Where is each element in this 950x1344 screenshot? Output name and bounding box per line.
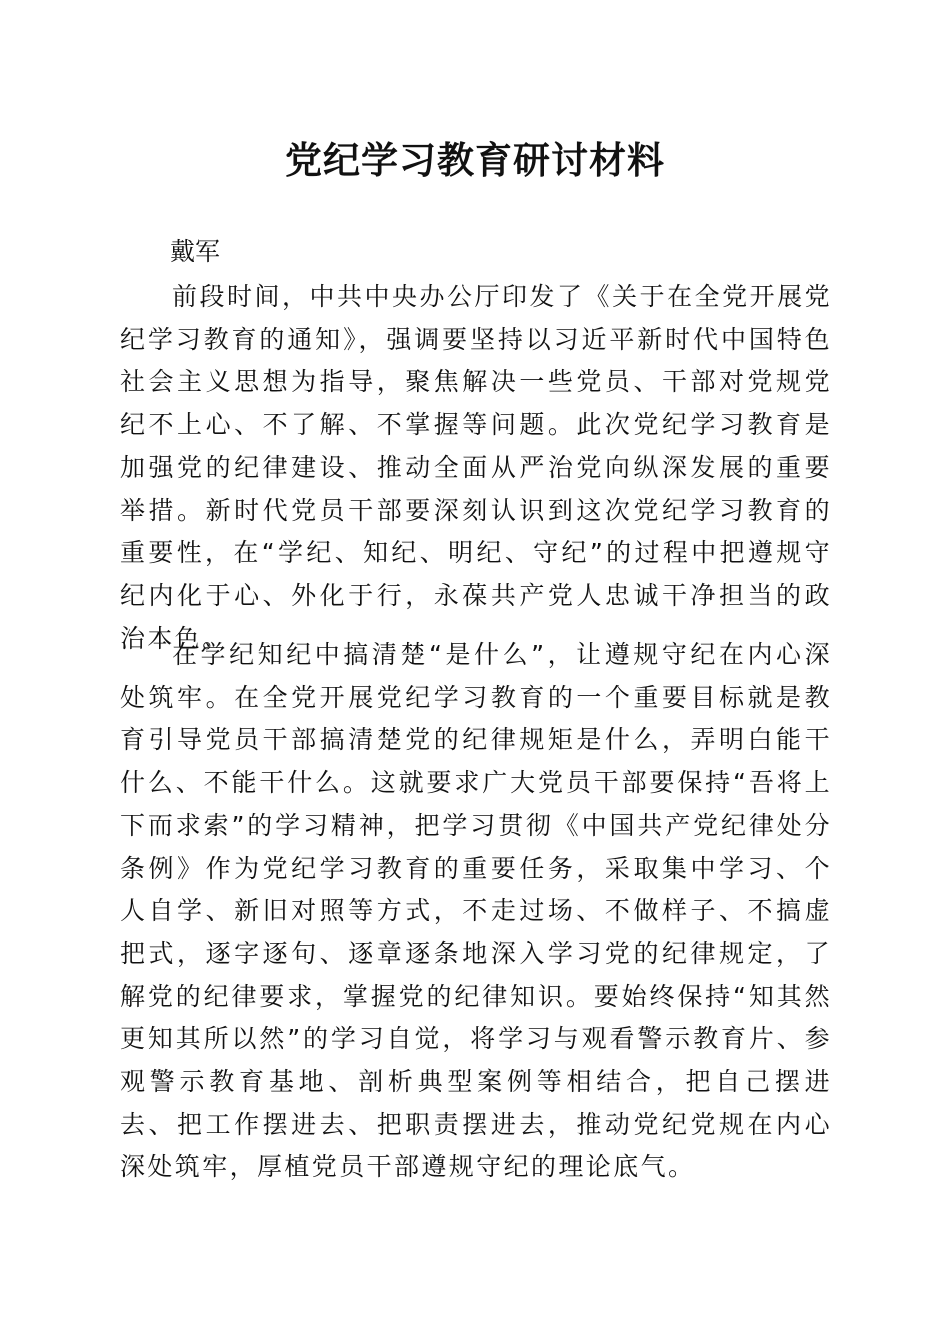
author-name: 戴军 xyxy=(170,237,221,266)
body-paragraph-1: 前段时间，中共中央办公厅印发了《关于在全党开展党纪学习教育的通知》，强调要坚持以习近平新时代中国特色社会主义思想为指导，聚焦解决一些党员、干部对党规党纪不上心、不了解、不掌握等问题。此次党纪学习教育是加强党的纪律建设、推动全面从严治党向纵深发展的重要举措。新时代党员干部要深刻认识到这次党纪学习教育的重要性，在“学纪、知纪、明纪、守纪”的过程中把遵规守纪内化于心、外化于行，永葆共产党人忠诚干净担当的政治本色。 xyxy=(120,282,832,653)
body-paragraph-2: 在学纪知纪中搞清楚“是什么”，让遵规守纪在内心深处筑牢。在全党开展党纪学习教育的一个重要目标就是教育引导党员干部搞清楚党的纪律规矩是什么，弄明白能干什么、不能干什么。这就要求广大党员干部要保持“吾将上下而求索”的学习精神，把学习贯彻《中国共产党纪律处分条例》作为党纪学习教育的重要任务，采取集中学习、个人自学、新旧对照等方式，不走过场、不做样子、不搞虚把式，逐字逐句、逐章逐条地深入学习党的纪律规定，了解党的纪律要求，掌握党的纪律知识。要始终保持“知其然更知其所以然”的学习自觉，将学习与观看警示教育片、参观警示教育基地、剖析典型案例等相结合，把自己摆进去、把工作摆进去、把职责摆进去，推动党纪党规在内心深处筑牢，厚植党员干部遵规守纪的理论底气。 xyxy=(120,640,832,1182)
document-title: 党纪学习教育研讨材料 xyxy=(285,138,665,182)
